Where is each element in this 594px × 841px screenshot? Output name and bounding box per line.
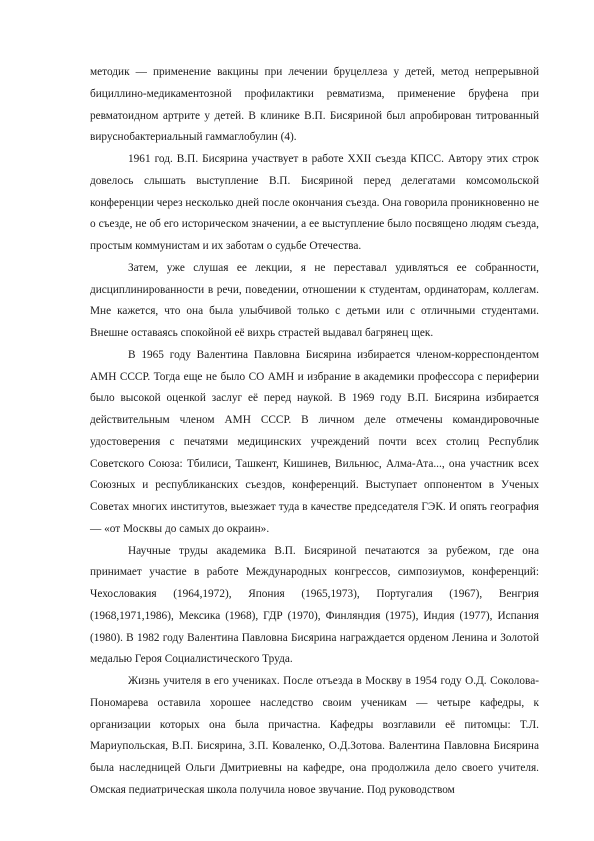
- document-page: [90, 62, 539, 802]
- paragraph-students: Жизнь учителя в его учениках. После отъезда в Москву в 1954 году О.Д. Соколова-Пономарева оставила хорошее наследство своим ученикам — четыре кафедры, к организации которых она была причастна. Кафедры возглавили её питомцы: Т.Л. Мариупольская, В.П. Бисярина, З.П. Коваленко, О.Д.Зотова. Валентина Павловна Бисярина была наследницей Ольги Дмитриевны на кафедре, она продолжила дело своего учителя. Омская педиатрическая школа получила новое звучание. Под руководством: [90, 675, 539, 796]
- paragraph-scientific-works: Научные труды академика В.П. Бисяриной печатаются за рубежом, где она принимает участие в работе Международных конгрессов, симпозиумов, конференций: Чехословакия (1964,1972), Япония (1965,1973), Португалия (1967), Венгрия (1968,1971,1986), Мексика (1968), ГДР (1970), Финляндия (1975), Индия (1977), Испания (1980). В 1982 году Валентина Павловна Бисярина награждается орденом Ленина и Золотой медалью Героя Социалистического Труда.: [90, 544, 539, 666]
- paragraph-1965-academy: В 1965 году Валентина Павловна Бисярина избирается членом-корреспондентом АМН СССР. Тогда еще не было СО АМН и избрание в академики профессора с периферии было высокой оценкой заслуг её перед наукой. В 1969 году В.П. Бисярина избирается действительным членом АМН СССР. В личном деле отмечены командировочные удостоверения с печатями медицинских учреждений почти всех столиц Республик Советского Союза: Тбилиси, Ташкент, Кишинев, Вильнюс, Алма-Ата..., она участник всех Союзных и республиканских съездов, конференций. Выступает оппонентом в Ученых Советах многих институтов, выезжает туда в качестве председателя ГЭК. И опять география — «от Москвы до самых до окраин».: [90, 348, 539, 535]
- paragraph-vaccine-methods: методик — применение вакцины при лечении бруцеллеза у детей, метод непрерывной бициллино-медикаментозной профилактики ревматизма, применение бруфена при ревматоидном артрите у детей. В клинике В.П. Бисяриной был апробирован титрованный вируснобактериальный гаммаглобулин (4).: [90, 66, 539, 144]
- paragraph-lectures: Затем, уже слушая ее лекции, я не переставал удивляться ее собранности, дисциплинированности в речи, поведении, отношении к студентам, ординаторам, коллегам. Мне кажется, что она была улыбчивой только с детьми или с отличными студентами. Внешне оставаясь спокойной её вихрь страстей выдавал багрянец щек.: [90, 261, 539, 339]
- paragraph-1961-congress: 1961 год. В.П. Бисярина участвует в работе XXII съезда КПСС. Автору этих строк довелось слышать выступление В.П. Бисяриной перед делегатами комсомольской конференции через несколько дней после окончания съезда. Она говорила проникновенно не о съезде, не об его историческом значении, а ее выступление было посвящено людям съезда, простым коммунистам и их заботам о судьбе Отечества.: [90, 153, 539, 252]
